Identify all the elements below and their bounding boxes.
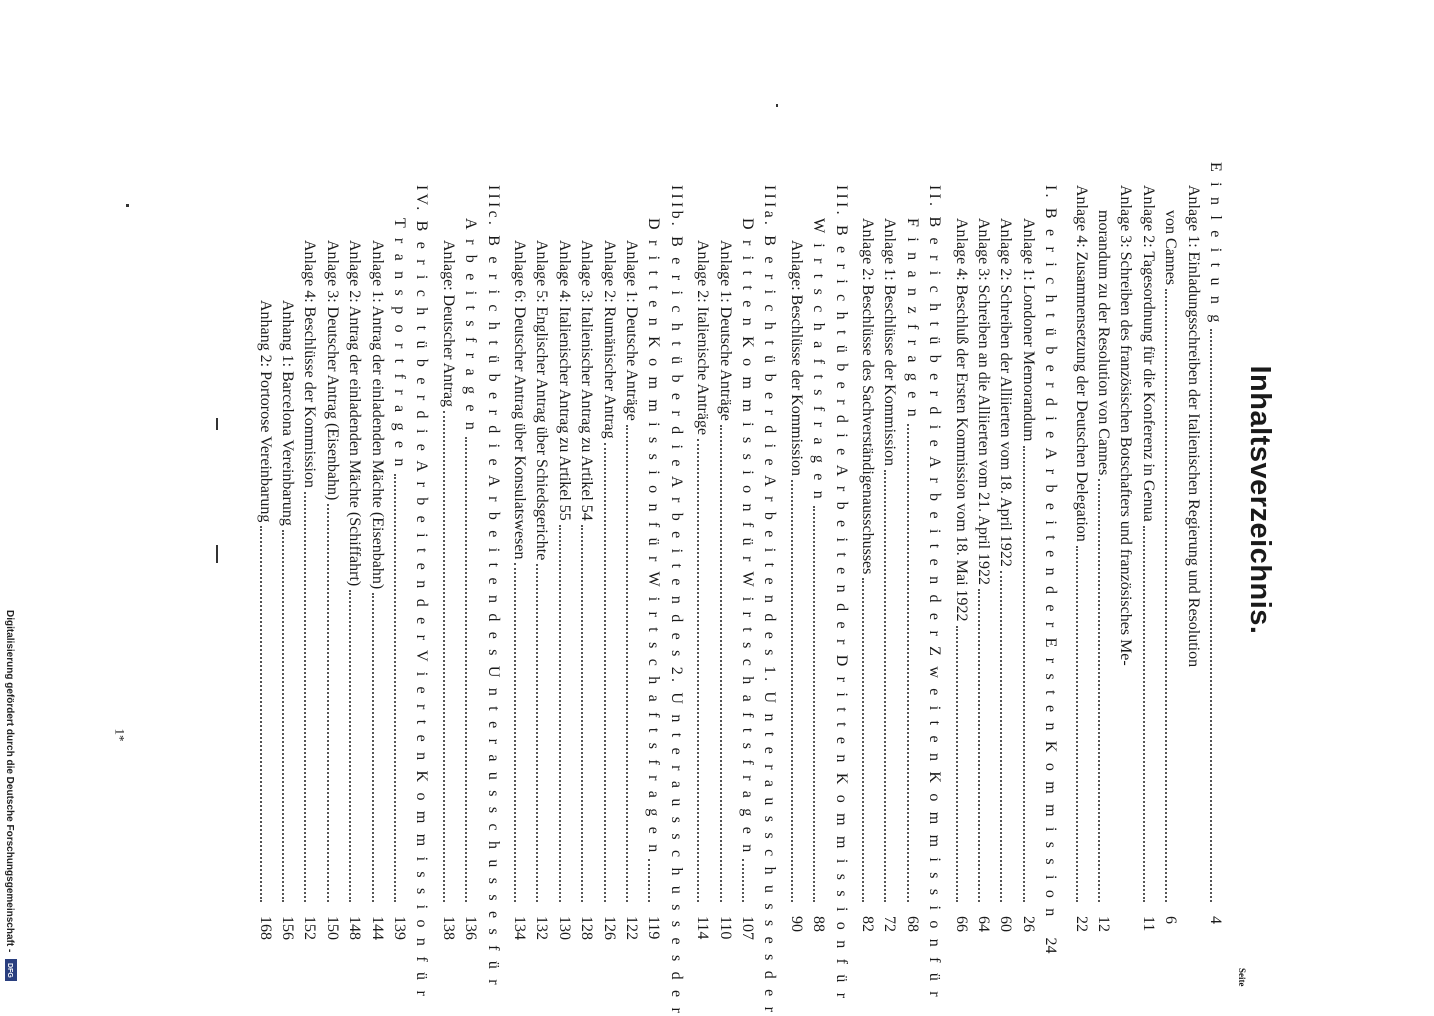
toc-entry: [575, 240, 597, 950]
toc-entry: [972, 218, 994, 950]
toc-leader-dots: [626, 425, 628, 902]
toc-leader-dots: [1023, 446, 1025, 903]
toc-entry: [254, 300, 276, 950]
digitization-credit: [1, 610, 17, 994]
toc-leader-dots: [1143, 526, 1145, 902]
toc-entry-label: W i r t s c h a f t s f r a g e n: [810, 218, 828, 502]
toc-entry-label: IIIb. B e r i c h t ü b e r d i e A r b e i t e n d e s 2. U n t e r a u s s c h u s s e s d e r: [667, 185, 685, 1016]
toc-page-number: 72: [881, 916, 899, 932]
toc-page-number: 26: [1019, 916, 1037, 932]
toc-leader-dots: [443, 411, 445, 902]
toc-leader-dots: [697, 439, 699, 902]
toc-entry: [901, 218, 923, 950]
toc-leader-dots: [648, 859, 650, 902]
toc-entry-label: Anlage 2: Beschlüsse des Sachverständigenausschusses: [859, 218, 876, 575]
toc-entry-label: Anlage 4: Italienischer Antrag zu Artikel 55: [555, 240, 573, 521]
toc-page-number: 134: [511, 916, 528, 940]
toc-entry: [665, 185, 687, 1016]
toc-page-number: 136: [462, 916, 480, 940]
scan-speck: [126, 204, 129, 207]
toc-entry-label: Anlage 2: Antrag der einladenden Mächte (Schiffahrt): [346, 240, 364, 587]
toc-entry: [620, 240, 642, 950]
toc-entry: [1017, 218, 1039, 950]
toc-leader-dots: [327, 504, 329, 902]
scan-speck: [776, 104, 778, 107]
toc-page-number: 119: [645, 916, 663, 940]
toc-entry-label: E i n l e i t u n g: [1207, 162, 1224, 326]
toc-entry: [598, 240, 620, 950]
toc-leader-dots: [581, 525, 583, 902]
credit-text: Digitalisierung gefördert durch die Deutsche Forschungsgemeinschaft -: [4, 610, 15, 953]
toc-leader-dots: [813, 506, 815, 902]
toc-leader-dots: [260, 526, 262, 902]
toc-entry: [482, 185, 504, 988]
toc-entry: [530, 240, 552, 950]
toc-entry: [388, 218, 410, 950]
toc-entry-label: Anlage 1: Antrag der einladenden Mächte (Eisenbahn): [368, 240, 386, 590]
toc-entry-label: IIIc. B e r i c h t ü b e r d i e A r b e i t e n d e s U n t e r a u s s c h u s s e s f ü r: [484, 185, 502, 988]
toc-page-number: 22: [1072, 916, 1090, 932]
toc-entry-label: Anlage 6: Deutscher Antrag über Konsulatswesen: [511, 240, 528, 560]
toc-entry-label: T r a n s p o r t f r a g e n: [391, 218, 408, 470]
toc-entry-label: Anlage 4: Beschlüsse der Kommission: [301, 240, 319, 488]
toc-entry-label: D r i t t e n K o m m i s s i o n f ü r W i r t s c h a f t s f r a g e n: [645, 218, 663, 856]
toc-entry-label: Anlage 2: Rumänischer Antrag: [600, 240, 618, 439]
toc-entry-label: Anlage 1: Beschlüsse der Kommission: [881, 218, 899, 466]
toc-entry: [1204, 162, 1226, 950]
toc-entry: [1137, 185, 1159, 950]
toc-leader-dots: [862, 578, 864, 902]
toc-entry-label: A r b e i t s f r a g e n: [462, 218, 480, 434]
toc-page-number: 130: [555, 916, 573, 940]
toc-entry: [1182, 185, 1204, 950]
toc-entry: [642, 218, 664, 950]
toc-page-number: 82: [859, 916, 876, 932]
toc-entry-label: Anlage 3: Italienischer Antrag zu Artikel 54: [578, 240, 596, 521]
toc-entry-label: IV. B e r i c h t ü b e r d i e A r b e i t e n d e r V i e r t e n K o m m i s s i o n f ü r: [413, 185, 431, 999]
toc-leader-dots: [304, 492, 306, 902]
toc-entry-label: Anlage 3: Schreiben an die Alliierten vom 21. April 1922: [975, 218, 992, 586]
toc-entry: [691, 240, 713, 950]
toc-entry: [298, 240, 320, 950]
toc-leader-dots: [1076, 546, 1078, 902]
toc-entry: [856, 218, 878, 950]
toc-leader-dots: [1098, 479, 1100, 902]
toc-entry-label: I. B e r i c h t ü b e r d i e A r b e i t e n d e r E r s t e n K o m m i s s i o n: [1042, 185, 1060, 920]
toc-entry-label: Anhang 2: Portorose Vereinbarung: [256, 300, 274, 523]
toc-page-number: 128: [578, 916, 596, 940]
toc-page-number: 68: [903, 916, 921, 932]
page-signature-mark: 1*: [112, 728, 128, 742]
toc-page-number: 11: [1139, 916, 1157, 932]
toc-page-number: 114: [694, 916, 712, 940]
toc-leader-dots: [720, 425, 722, 902]
toc-entry: [1114, 185, 1136, 950]
toc-page-number: 64: [975, 916, 992, 932]
toc-entry-label: Anlage 3: Deutscher Antrag (Eisenbahn): [323, 240, 341, 501]
toc-entry: [878, 218, 900, 950]
seite-label: Seite: [1237, 968, 1247, 987]
toc-entry: [1039, 185, 1061, 954]
toc-leader-dots: [907, 424, 909, 902]
toc-entry: [437, 240, 459, 950]
toc-entry: [459, 218, 481, 950]
toc-entry: [758, 185, 780, 1016]
toc-entry: [994, 218, 1016, 950]
toc-page-number: 138: [439, 916, 457, 940]
toc-entry-label: Anlage 2: Italienische Anträge: [694, 240, 712, 436]
toc-leader-dots: [1210, 329, 1212, 902]
toc-leader-dots: [956, 626, 958, 902]
toc-leader-dots: [394, 474, 396, 902]
toc-leader-dots: [465, 437, 467, 902]
toc-page-number: 132: [533, 916, 551, 940]
toc-entry: [1070, 185, 1092, 950]
toc-entry-label: morandum zu der Resolution von Cannes: [1095, 210, 1112, 476]
toc-page-number: 90: [787, 916, 805, 932]
toc-entry-label: Anlage 1: Einladungsschreiben der Italienischen Regierung und Resolution: [1184, 185, 1202, 668]
toc-entry-label: Anlage 1: Deutsche Anträge: [623, 240, 640, 421]
toc-entry-label: Anlage 4: Zusammensetzung der Deutschen Delegation: [1072, 185, 1090, 542]
toc-page-number: 60: [997, 916, 1015, 932]
toc-page-number: 144: [368, 916, 386, 940]
toc-entry: [714, 240, 736, 950]
toc-page-number: 156: [279, 916, 296, 940]
toc-entry-label: F i n a n z f r a g e n: [903, 218, 921, 421]
toc-entry: [410, 185, 432, 999]
toc-page-number: 6: [1162, 916, 1180, 924]
toc-page-number: 122: [623, 916, 640, 940]
toc-entry: [923, 185, 945, 1000]
toc-entry: [736, 218, 758, 950]
toc-page-number: 139: [391, 916, 408, 940]
toc-entry-label: Anlage 3: Schreiben des französischen Botschafters und französisches Me-: [1117, 185, 1135, 666]
toc-page-number: 107: [739, 916, 756, 940]
toc-leader-dots: [1000, 571, 1002, 902]
toc-leader-dots: [372, 593, 374, 902]
toc-entry-label: Anlage 5: Englischer Antrag über Schiedsgerichte: [533, 240, 551, 561]
toc-page-number: 148: [346, 916, 364, 940]
toc-entry: [321, 240, 343, 950]
toc-entry-label: Anlage 1: Londoner Memorandum: [1019, 218, 1037, 442]
toc-entry-label: D r i t t e n K o m m i s s i o n f ü r W i r t s c h a f t s f r a g e n: [739, 218, 756, 856]
toc-page-number: 4: [1207, 916, 1224, 924]
toc-page-number: 168: [256, 916, 274, 940]
toc-entry-label: Anlage 2: Tagesordnung für die Konferenz in Genua: [1139, 185, 1157, 522]
toc-entry-label: Anlage: Beschlüsse der Kommission: [787, 240, 805, 476]
toc-entry-label: II. B e r i c h t ü b e r d i e A r b e i t e n d e r Z w e i t e n K o m m i s s i o n f ü r: [926, 185, 944, 1000]
toc-entry: [508, 240, 530, 950]
toc-page-number: 126: [600, 916, 618, 940]
toc-entry-label: Anlage 2: Schreiben der Alliierten vom 18. April 1922: [997, 218, 1015, 567]
toc-entry: [343, 240, 365, 950]
toc-page-number: 152: [301, 916, 319, 940]
toc-leader-dots: [884, 470, 886, 902]
toc-entry-label: IIIa. B e r i c h t ü b e r d i e A r b e i t e n d e s 1. U n t e r a u s s c h u s s e s d e r: [761, 185, 779, 1016]
toc-entry-label: Anlage 4: Beschluß der Ersten Kommission vom 18. Mai 1922: [952, 218, 970, 622]
toc-entry: [1092, 210, 1114, 950]
toc-entry-label: von Cannes: [1162, 210, 1180, 286]
toc-page-number: 66: [952, 916, 970, 932]
dfg-logo: DFG: [5, 959, 17, 981]
toc-page-number: 12: [1095, 916, 1112, 932]
toc-page-number: 24: [1042, 937, 1060, 954]
toc-entry: [276, 300, 298, 950]
page-title: Inhaltsverzeichnis.: [1244, 365, 1276, 635]
toc-entry: [830, 185, 852, 1002]
toc-entry-label: Anhang 1: Barcelona Vereinbarung: [279, 300, 296, 526]
toc-leader-dots: [1165, 289, 1167, 902]
toc-entry: [807, 218, 829, 950]
toc-leader-dots: [536, 564, 538, 902]
toc-entry: [553, 240, 575, 950]
toc-page-number: 88: [810, 916, 828, 932]
toc-entry-label: Anlage: Deutscher Antrag: [439, 240, 457, 408]
scan-speck: [216, 418, 218, 430]
toc-entry: [1159, 210, 1181, 950]
toc-leader-dots: [978, 589, 980, 902]
toc-page-number: 110: [716, 916, 734, 940]
toc-leader-dots: [349, 590, 351, 902]
toc-leader-dots: [791, 480, 793, 902]
toc-leader-dots: [282, 530, 284, 902]
toc-entry: [366, 240, 388, 950]
toc-leader-dots: [742, 859, 744, 902]
toc-leader-dots: [514, 563, 516, 902]
toc-entry: [785, 240, 807, 950]
toc-entry-label: III. B e r i c h t ü b e r d i e A r b e i t e n d e r D r i t t e n K o m m i s s i o n f ü r: [832, 185, 850, 1002]
toc-leader-dots: [604, 443, 606, 902]
toc-page-number: 150: [323, 916, 341, 940]
scan-speck: [216, 545, 218, 563]
toc-entry-label: Anlage 1: Deutsche Anträge: [716, 240, 734, 421]
toc-entry: [950, 218, 972, 950]
toc-leader-dots: [559, 525, 561, 902]
